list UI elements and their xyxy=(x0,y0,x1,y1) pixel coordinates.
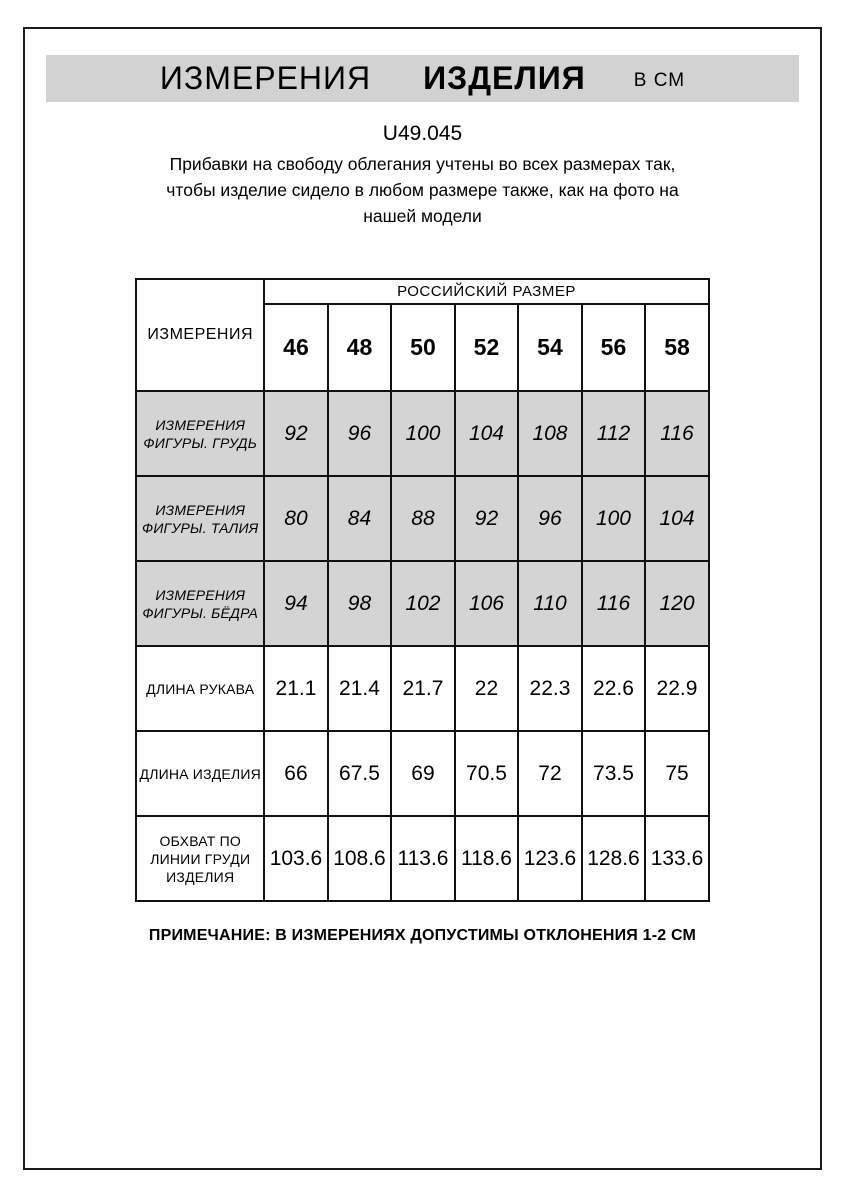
value-cell: 102 xyxy=(391,561,455,646)
value-cell: 94 xyxy=(264,561,328,646)
value-cell: 116 xyxy=(645,391,709,476)
intro-paragraph xyxy=(25,151,820,229)
intro-line-1: Прибавки на свободу облегания учтены во всех размерах так, xyxy=(169,154,676,174)
value-cell: 69 xyxy=(391,731,455,816)
size-header-cell: 50 xyxy=(391,304,455,391)
table-row-waist xyxy=(136,476,709,561)
table-row-chest-girth-item xyxy=(136,816,709,901)
value-cell: 72 xyxy=(518,731,582,816)
value-cell: 118.6 xyxy=(455,816,519,901)
table-header-group-row xyxy=(136,279,709,304)
value-cell: 66 xyxy=(264,731,328,816)
value-cell: 22.9 xyxy=(645,646,709,731)
value-cell: 96 xyxy=(518,476,582,561)
size-header-cell: 48 xyxy=(328,304,392,391)
value-cell: 22.6 xyxy=(582,646,646,731)
value-cell: 120 xyxy=(645,561,709,646)
value-cell: 100 xyxy=(582,476,646,561)
value-cell: 123.6 xyxy=(518,816,582,901)
value-cell: 84 xyxy=(328,476,392,561)
value-cell: 108 xyxy=(518,391,582,476)
title-word-measurements: ИЗМЕРЕНИЯ xyxy=(159,60,372,96)
intro-line-2: чтобы изделие сидело в любом размере также, как на фото на xyxy=(166,180,679,200)
title-bar xyxy=(46,55,799,102)
row-label-cell: ИЗМЕРЕНИЯ ФИГУРЫ. БЁДРА xyxy=(136,561,264,646)
value-cell: 88 xyxy=(391,476,455,561)
value-cell: 106 xyxy=(455,561,519,646)
value-cell: 103.6 xyxy=(264,816,328,901)
row-label-cell: ИЗМЕРЕНИЯ ФИГУРЫ. ГРУДЬ xyxy=(136,391,264,476)
size-header-cell: 52 xyxy=(455,304,519,391)
table-row-sleeve-length xyxy=(136,646,709,731)
value-cell: 112 xyxy=(582,391,646,476)
value-cell: 100 xyxy=(391,391,455,476)
value-cell: 116 xyxy=(582,561,646,646)
row-label-cell: ДЛИНА ИЗДЕЛИЯ xyxy=(136,731,264,816)
value-cell: 70.5 xyxy=(455,731,519,816)
row-label-cell: ДЛИНА РУКАВА xyxy=(136,646,264,731)
title-units-label: В СМ xyxy=(633,69,686,91)
size-header-cell: 46 xyxy=(264,304,328,391)
value-cell: 108.6 xyxy=(328,816,392,901)
size-table xyxy=(135,278,710,902)
value-cell: 80 xyxy=(264,476,328,561)
title-word-product: ИЗДЕЛИЯ xyxy=(423,60,586,96)
note-text: ПРИМЕЧАНИЕ: В ИЗМЕРЕНИЯХ ДОПУСТИМЫ ОТКЛОНЕНИЯ 1-2 СМ xyxy=(148,927,697,944)
size-header-cell: 54 xyxy=(518,304,582,391)
value-cell: 75 xyxy=(645,731,709,816)
document-frame xyxy=(23,27,822,1170)
value-cell: 104 xyxy=(455,391,519,476)
product-code: U49.045 xyxy=(382,122,463,145)
value-cell: 98 xyxy=(328,561,392,646)
table-row-item-length xyxy=(136,731,709,816)
value-cell: 104 xyxy=(645,476,709,561)
size-header-cell: 56 xyxy=(582,304,646,391)
row-label-cell: ИЗМЕРЕНИЯ ФИГУРЫ. ТАЛИЯ xyxy=(136,476,264,561)
row-label-cell: ОБХВАТ ПО ЛИНИИ ГРУДИ ИЗДЕЛИЯ xyxy=(136,816,264,901)
value-cell: 133.6 xyxy=(645,816,709,901)
value-cell: 21.4 xyxy=(328,646,392,731)
value-cell: 92 xyxy=(264,391,328,476)
value-cell: 96 xyxy=(328,391,392,476)
value-cell: 113.6 xyxy=(391,816,455,901)
table-row-hips xyxy=(136,561,709,646)
intro-line-3: нашей модели xyxy=(363,206,482,226)
value-cell: 92 xyxy=(455,476,519,561)
size-header-cell: 58 xyxy=(645,304,709,391)
corner-header-cell: ИЗМЕРЕНИЯ xyxy=(136,279,264,391)
value-cell: 110 xyxy=(518,561,582,646)
table-row-chest xyxy=(136,391,709,476)
value-cell: 22.3 xyxy=(518,646,582,731)
value-cell: 22 xyxy=(455,646,519,731)
value-cell: 67.5 xyxy=(328,731,392,816)
value-cell: 128.6 xyxy=(582,816,646,901)
value-cell: 21.1 xyxy=(264,646,328,731)
value-cell: 21.7 xyxy=(391,646,455,731)
value-cell: 73.5 xyxy=(582,731,646,816)
size-group-header-cell: РОССИЙСКИЙ РАЗМЕР xyxy=(264,279,709,304)
